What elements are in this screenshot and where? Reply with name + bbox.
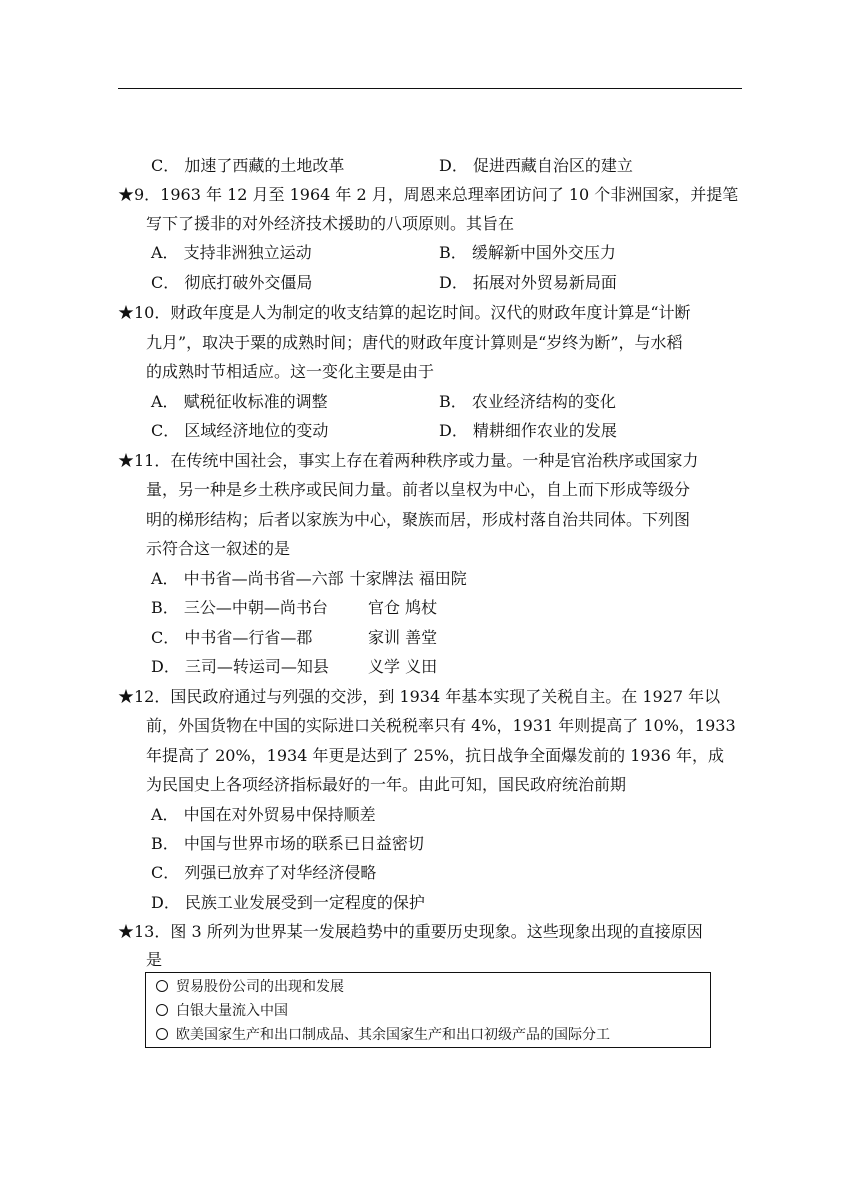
circle-bullet-icon bbox=[156, 1004, 168, 1016]
q11-stem-line-1: ★11．在传统中国社会，事实上存在着两种秩序或力量。一种是官治秩序或国家力 bbox=[118, 451, 699, 470]
q10-stem-line-2: 九月”，取决于粟的成熟时间；唐代的财政年度计算则是“岁终为断”，与水稻 bbox=[146, 333, 683, 352]
q11-option-d[interactable] bbox=[151, 657, 329, 677]
figure-3-item: 欧美国家生产和出口制成品、其余国家生产和出口初级产品的国际分工 bbox=[156, 1026, 610, 1044]
q11-stem-line-3: 明的梯形结构；后者以家族为中心，聚族而居，形成村落自治共同体。下列图 bbox=[146, 510, 691, 529]
q10-option-b[interactable]: B． 农业经济结构的变化 bbox=[439, 392, 616, 411]
q10-option-d[interactable]: D． 精耕细作农业的发展 bbox=[439, 421, 617, 440]
q12-stem-line-4: 为民国史上各项经济指标最好的一年。由此可知，国民政府统治前期 bbox=[146, 775, 627, 794]
q11-option-c[interactable] bbox=[151, 628, 312, 648]
q9-option-c[interactable]: C． 彻底打破外交僵局 bbox=[151, 273, 313, 292]
figure-3-box bbox=[145, 972, 711, 1048]
q11-option-d-hierarchy: D． 三司—转运司—知县 bbox=[151, 657, 329, 676]
q9-stem-line-2: 写下了援非的对外经济技术援助的八项原则。其旨在 bbox=[146, 214, 515, 233]
q11-option-b[interactable] bbox=[151, 598, 328, 618]
q11-option-c-hierarchy: C． 中书省—行省—郡 bbox=[151, 628, 313, 647]
figure-3-item: 贸易股份公司的出现和发展 bbox=[156, 978, 344, 996]
q10-stem-line-1: ★10．财政年度是人为制定的收支结算的起讫时间。汉代的财政年度计算是“计断 bbox=[118, 303, 691, 322]
q10-option-c[interactable]: C． 区域经济地位的变动 bbox=[151, 421, 329, 440]
q9-option-b[interactable]: B． 缓解新中国外交压力 bbox=[439, 243, 616, 262]
q10-stem-line-3: 的成熟时节相适应。这一变化主要是由于 bbox=[146, 362, 435, 381]
q11-option-a[interactable] bbox=[151, 569, 467, 589]
q8-option-d[interactable]: D． 促进西藏自治区的建立 bbox=[439, 156, 633, 175]
q11-stem-line-2: 量，另一种是乡土秩序或民间力量。前者以皇权为中心，自上而下形成等级分 bbox=[146, 480, 691, 499]
circle-bullet-icon bbox=[156, 980, 168, 992]
q11-option-d-folk: 义学 义田 bbox=[368, 657, 438, 676]
q13-stem-line-1: ★13．图 3 所列为世界某一发展趋势中的重要历史现象。这些现象出现的直接原因 bbox=[118, 922, 703, 941]
q12-option-a[interactable]: A． 中国在对外贸易中保持顺差 bbox=[151, 805, 376, 824]
q11-option-a-folk: 十家牌法 福田院 bbox=[349, 569, 467, 588]
q13-stem-line-2: 是 bbox=[146, 950, 163, 969]
q11-option-a-hierarchy: A． 中书省—尚书省—六部 bbox=[151, 569, 344, 588]
q11-option-b-hierarchy: B． 三公—中朝—尚书台 bbox=[151, 598, 328, 617]
q11-option-b-folk: 官仓 鸠杖 bbox=[368, 598, 438, 617]
q12-option-b[interactable]: B． 中国与世界市场的联系已日益密切 bbox=[151, 834, 424, 853]
q12-stem-line-3: 年提高了 20%，1934 年更是达到了 25%，抗日战争全面爆发前的 1936 年，成 bbox=[146, 746, 724, 765]
q9-stem-line-1: ★9．1963 年 12 月至 1964 年 2 月，周恩来总理率团访问了 10 个非洲国家，并提笔 bbox=[118, 185, 739, 204]
q12-option-c[interactable]: C． 列强已放弃了对华经济侵略 bbox=[151, 863, 377, 882]
q11-option-c-folk: 家训 善堂 bbox=[368, 628, 438, 647]
header-rule bbox=[118, 88, 742, 89]
q9-option-a[interactable]: A． 支持非洲独立运动 bbox=[151, 243, 312, 262]
figure-3-item: 白银大量流入中国 bbox=[156, 1002, 288, 1020]
circle-bullet-icon bbox=[156, 1028, 168, 1040]
q8-option-c[interactable]: C． 加速了西藏的土地改革 bbox=[151, 156, 345, 175]
q10-option-a[interactable]: A． 赋税征收标准的调整 bbox=[151, 392, 328, 411]
q9-option-d[interactable]: D． 拓展对外贸易新局面 bbox=[439, 273, 617, 292]
q11-stem-line-4: 示符合这一叙述的是 bbox=[146, 539, 291, 558]
q12-option-d[interactable]: D． 民族工业发展受到一定程度的保护 bbox=[151, 893, 425, 912]
q12-stem-line-2: 前，外国货物在中国的实际进口关税税率只有 4%，1931 年则提高了 10%，1933 bbox=[146, 716, 736, 735]
q12-stem-line-1: ★12．国民政府通过与列强的交涉，到 1934 年基本实现了关税自主。在 1927 年以 bbox=[118, 687, 721, 706]
